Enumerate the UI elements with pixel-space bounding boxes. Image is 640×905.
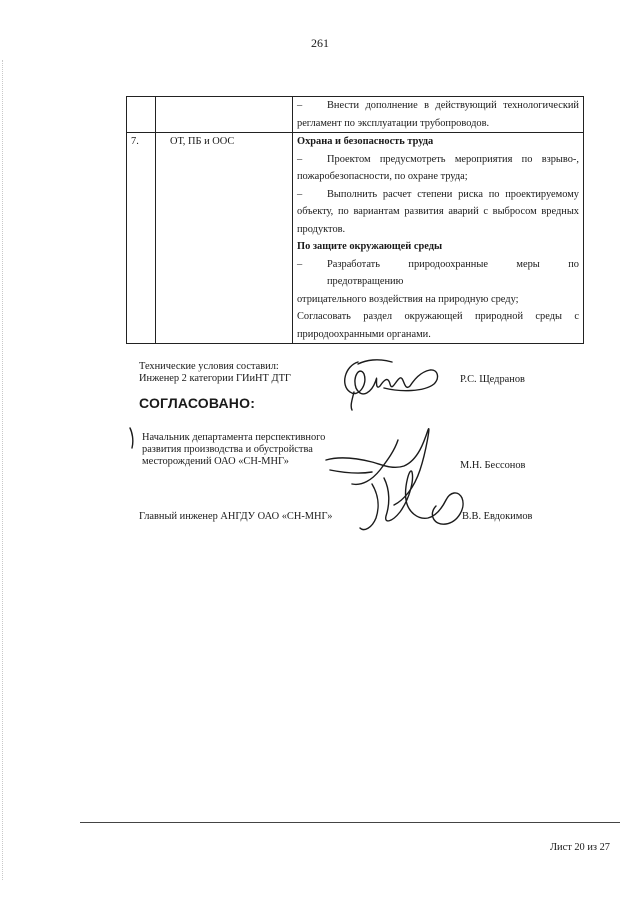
head-line: развития производства и обустройства	[142, 444, 313, 455]
dash-marker: –	[297, 188, 303, 200]
page-number: 261	[311, 36, 329, 50]
table-cell-number: 7.	[127, 133, 156, 344]
signature-chief	[360, 471, 463, 530]
signature-head	[130, 428, 429, 505]
head-line: Начальник департамента перспективного	[142, 432, 326, 443]
composer-line: Инженер 2 категории ГИиНТ ДТГ	[139, 373, 291, 384]
item-text: объекту, по вариантам развития аварий с выбросом вредных	[297, 206, 579, 217]
item-text: регламент по эксплуатации трубопроводов.	[297, 117, 490, 129]
dash-marker: –	[297, 153, 303, 165]
chief-title: Главный инженер АНГДУ ОАО «СН-МНГ»	[139, 511, 333, 522]
section-heading: Охрана и безопасность труда	[297, 136, 434, 147]
dash-marker: –	[297, 258, 303, 270]
item-text: продуктов.	[297, 223, 346, 235]
section-heading: По защите окружающей среды	[297, 241, 443, 252]
item-text: Внести дополнение в действующий технологический	[327, 100, 579, 111]
approved-heading: СОГЛАСОВАНО:	[139, 395, 256, 411]
footer-divider	[80, 822, 620, 823]
sheet-counter: Лист 20 из 27	[550, 842, 610, 853]
composer-name: Р.С. Щедранов	[460, 374, 525, 385]
table-cell-area: ОТ, ПБ и ООС	[156, 133, 293, 344]
item-text: отрицательного воздействия на природную среду;	[297, 293, 519, 305]
item-text: Проектом предусмотреть мероприятия по взрыво-,	[327, 153, 579, 165]
item-text: Выполнить расчет степени риска по проектируемому	[327, 188, 579, 200]
dash-marker: –	[297, 100, 303, 111]
head-line: месторождений ОАО «СН-МНГ»	[142, 456, 289, 467]
item-text: пожаробезопасности, по охране труда;	[297, 171, 468, 182]
head-name: М.Н. Бессонов	[460, 460, 526, 471]
composer-line: Технические условия составил:	[139, 361, 279, 372]
chief-name: В.В. Евдокимов	[462, 511, 533, 522]
item-text: Разработать природоохранные меры по предотвращению	[327, 258, 579, 287]
signature-composer	[345, 360, 438, 410]
item-text: природоохранными органами.	[297, 328, 431, 340]
item-text: Согласовать раздел окружающей природной среды с	[297, 311, 579, 322]
